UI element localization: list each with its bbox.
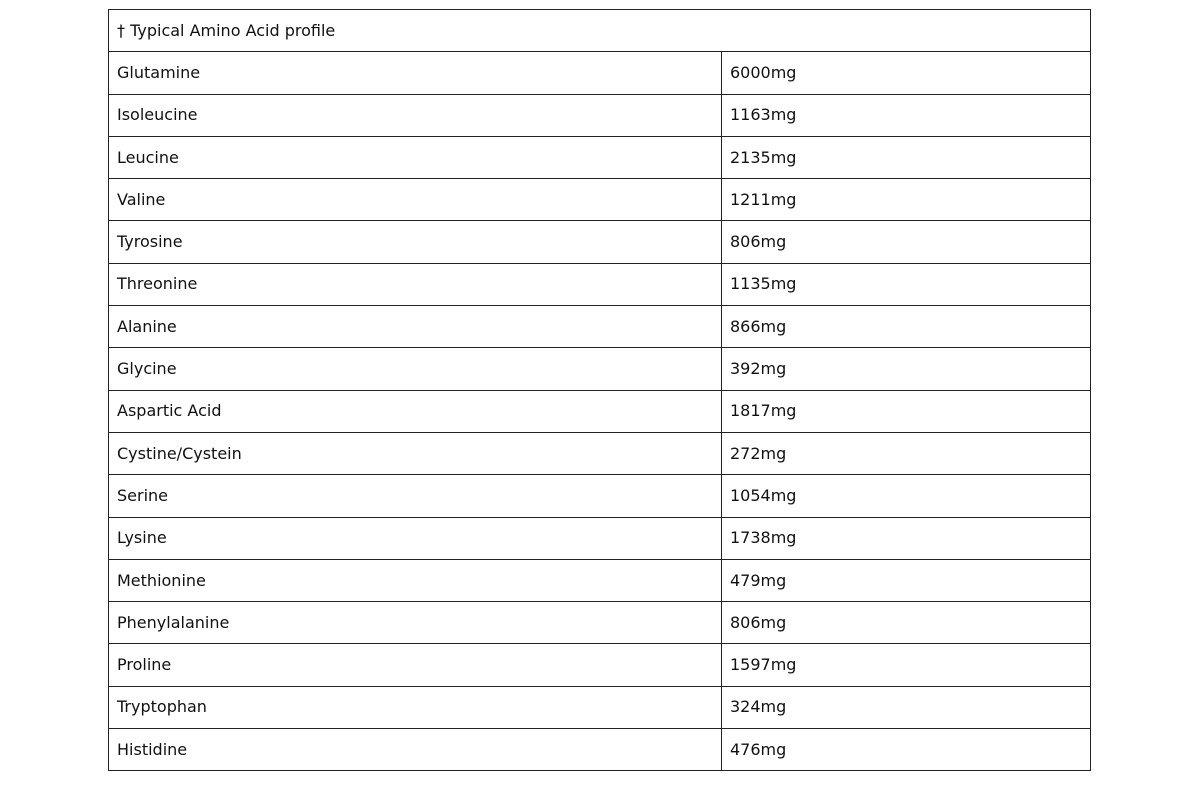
- table-row: [109, 221, 1091, 263]
- table-row: [109, 602, 1091, 644]
- amino-acid-amount: 866mg: [722, 306, 1091, 348]
- table-row: [109, 432, 1091, 474]
- amino-acid-amount: 1211mg: [722, 179, 1091, 221]
- amino-acid-amount: 324mg: [722, 686, 1091, 728]
- amino-acid-amount: 479mg: [722, 559, 1091, 601]
- amino-acid-amount: 1597mg: [722, 644, 1091, 686]
- amino-acid-amount: 476mg: [722, 729, 1091, 771]
- amino-acid-amount: 806mg: [722, 602, 1091, 644]
- amino-acid-name: Proline: [109, 644, 722, 686]
- amino-acid-name: Alanine: [109, 306, 722, 348]
- amino-acid-name: Lysine: [109, 517, 722, 559]
- amino-acid-amount: 1817mg: [722, 390, 1091, 432]
- amino-acid-amount: 806mg: [722, 221, 1091, 263]
- amino-acid-amount: 272mg: [722, 432, 1091, 474]
- table-row: [109, 644, 1091, 686]
- table-row: [109, 390, 1091, 432]
- amino-acid-name: Aspartic Acid: [109, 390, 722, 432]
- amino-acid-name: Phenylalanine: [109, 602, 722, 644]
- amino-acid-name: Isoleucine: [109, 94, 722, 136]
- table-row: [109, 136, 1091, 178]
- table-row: [109, 517, 1091, 559]
- table-row: [109, 263, 1091, 305]
- table-row: [109, 306, 1091, 348]
- amino-acid-amount: 1054mg: [722, 475, 1091, 517]
- amino-acid-amount: 2135mg: [722, 136, 1091, 178]
- amino-acid-name: Tyrosine: [109, 221, 722, 263]
- amino-acid-amount: 1738mg: [722, 517, 1091, 559]
- amino-acid-name: Glycine: [109, 348, 722, 390]
- amino-acid-name: Leucine: [109, 136, 722, 178]
- table-body: [109, 10, 1091, 771]
- table-row: [109, 729, 1091, 771]
- amino-acid-amount: 1163mg: [722, 94, 1091, 136]
- amino-acid-amount: 6000mg: [722, 52, 1091, 94]
- amino-acid-name: Serine: [109, 475, 722, 517]
- table-row: [109, 52, 1091, 94]
- amino-acid-profile-table: [108, 9, 1091, 771]
- table-row: [109, 348, 1091, 390]
- table-row: [109, 94, 1091, 136]
- amino-acid-name: Glutamine: [109, 52, 722, 94]
- amino-acid-amount: 392mg: [722, 348, 1091, 390]
- table-row: [109, 179, 1091, 221]
- table-row: [109, 559, 1091, 601]
- table-title: † Typical Amino Acid profile: [109, 10, 1091, 52]
- table-row: [109, 686, 1091, 728]
- amino-acid-name: Cystine/Cystein: [109, 432, 722, 474]
- amino-acid-amount: 1135mg: [722, 263, 1091, 305]
- table-header-row: [109, 10, 1091, 52]
- amino-acid-name: Valine: [109, 179, 722, 221]
- amino-acid-name: Histidine: [109, 729, 722, 771]
- amino-acid-name: Threonine: [109, 263, 722, 305]
- table-row: [109, 475, 1091, 517]
- amino-acid-name: Methionine: [109, 559, 722, 601]
- amino-acid-name: Tryptophan: [109, 686, 722, 728]
